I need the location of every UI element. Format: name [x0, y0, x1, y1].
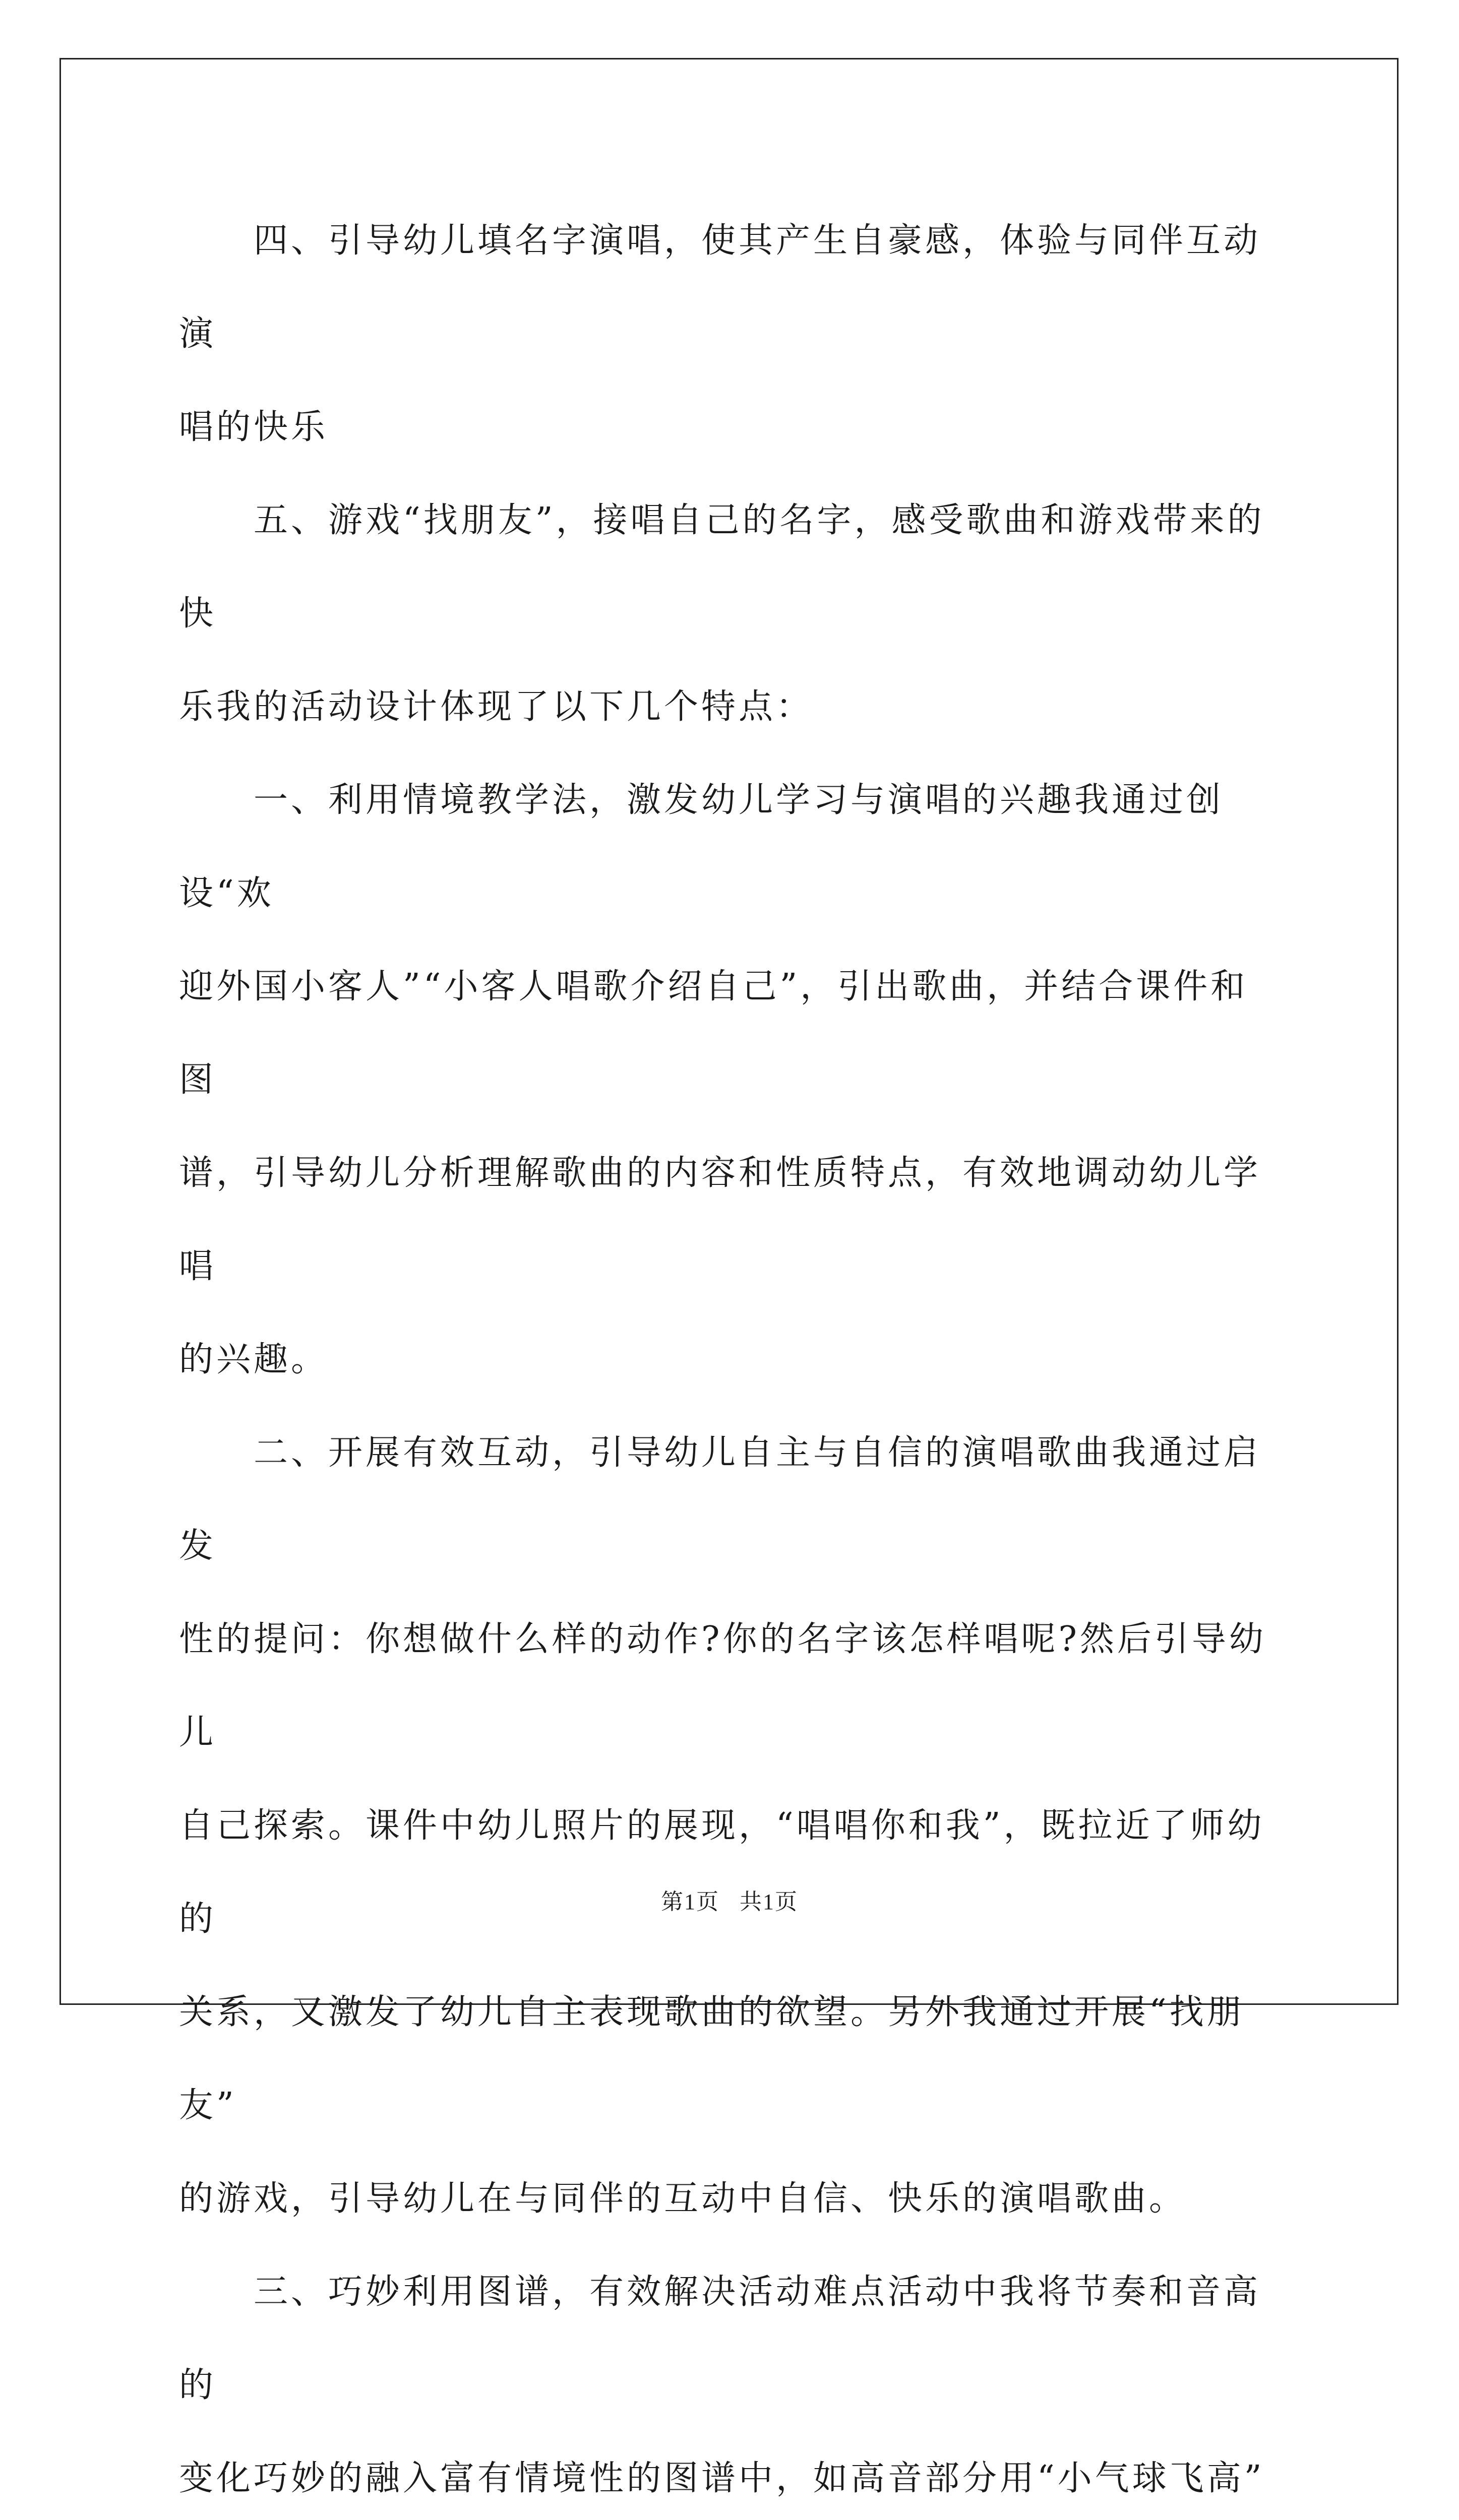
- feature-3-paragraph: [179, 2245, 1278, 2520]
- text-line: 自己探索。课件中幼儿照片的展现，“唱唱你和我”，既拉近了师幼的: [179, 1806, 1265, 1939]
- text-line: 唱的快乐: [179, 407, 329, 447]
- document-body: [179, 194, 1278, 2520]
- feature-1-paragraph: [179, 753, 1278, 1406]
- text-line: 一、利用情境教学法，激发幼儿学习与演唱的兴趣我通过创设“欢: [179, 780, 1224, 913]
- text-line: 变化巧妙的融入富有情境性的图谱中，如高音部分用“小气球飞高”: [179, 2459, 1265, 2498]
- text-line: 四、引导幼儿填名字演唱，使其产生自豪感，体验与同伴互动演: [179, 221, 1261, 354]
- text-line: 谱，引导幼儿分析理解歌曲的内容和性质特点，有效地调动幼儿学唱: [179, 1153, 1261, 1286]
- page-total: 共1页: [740, 1889, 798, 1914]
- text-line: 的游戏，引导幼儿在与同伴的互动中自信、快乐的演唱歌曲。: [179, 2179, 1187, 2219]
- text-line: 性的提问：你想做什么样的动作?你的名字该怎样唱呢?然后引导幼儿: [179, 1619, 1266, 1752]
- text-line: 的兴趣。: [179, 1340, 329, 1379]
- text-line: 三、巧妙利用图谱，有效解决活动难点活动中我将节奏和音高的: [179, 2272, 1261, 2405]
- paragraph-5: [179, 474, 1278, 753]
- page-footer: [0, 1883, 1459, 1916]
- text-line: 二、开展有效互动，引导幼儿自主与自信的演唱歌曲我通过启发: [179, 1433, 1261, 1566]
- paragraph-4: [179, 194, 1278, 474]
- text-line: 关系，又激发了幼儿自主表现歌曲的欲望。另外我通过开展“找朋友”: [179, 1992, 1244, 2125]
- page-number: 第1页: [661, 1889, 719, 1914]
- text-line: 乐我的活动设计体现了以下几个特点：: [179, 687, 814, 727]
- text-line: 迎外国小客人”“小客人唱歌介绍自己”，引出歌曲，并结合课件和图: [179, 967, 1248, 1100]
- feature-2-paragraph: [179, 1406, 1278, 2245]
- text-line: 五、游戏“找朋友”，接唱自己的名字，感受歌曲和游戏带来的快: [179, 500, 1265, 634]
